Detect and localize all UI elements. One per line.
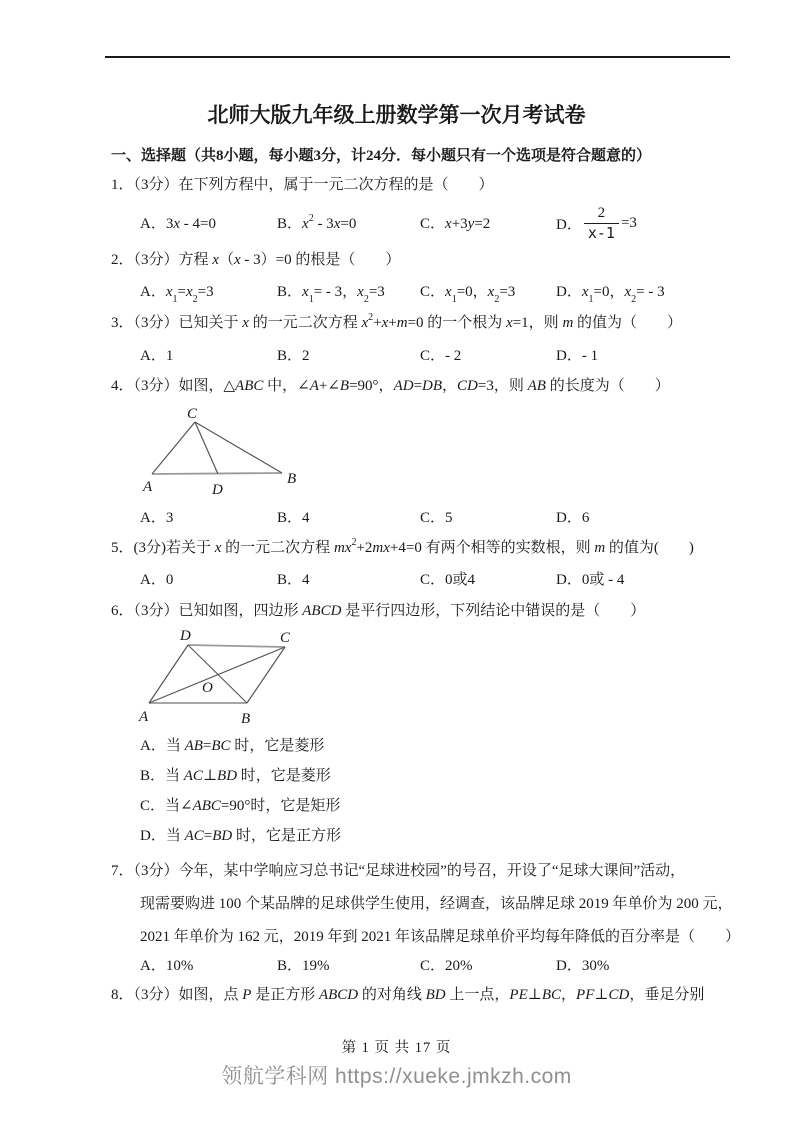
question-1-option-b: B．$x^2 - 3x=0$ <box>277 213 357 232</box>
question-2-option-c: C．$x_1=0$，$x_2=3$ <box>420 284 516 305</box>
question-2-option-b: B．$x_1= - 3$，$x_2=3$ <box>277 284 385 305</box>
question-4-option-b: B．4 <box>277 510 310 526</box>
question-5-option-c: C．0或4 <box>420 572 476 588</box>
question-4-option-d: D．6 <box>556 510 590 526</box>
question-6-option-b: B．当 AC⊥BD 时，它是菱形 <box>140 768 331 784</box>
option-d-prefix: D． <box>556 216 582 233</box>
question-3-option-b: B．2 <box>277 348 310 364</box>
question-1-stem: 1．（3分）在下列方程中，属于一元二次方程的是（ ） <box>111 177 494 193</box>
question-7-line-2: 现需要购进 100 个某品牌的足球供学生使用，经调查，该品牌足球 2019 年单价为 200 元， <box>140 896 733 912</box>
watermark: 领航学科网 https://xueke.jmkzh.com <box>221 1065 572 1088</box>
question-7-line-3: 2021 年单价为 162 元，2019 年到 2021 年该品牌足球单价平均每年降低的百分率是（ ） <box>140 929 741 945</box>
question-2-stem: 2．（3分）方程 x（x - 3）=0 的根是（ ） <box>111 252 401 268</box>
figure-triangle <box>140 404 310 504</box>
parallelogram-label-a: A <box>139 709 149 725</box>
question-8-stem: 8．（3分）如图，点 P 是正方形 ABCD 的对角线 BD 上一点，PE⊥BC，PF⊥CD，垂足分别 <box>111 987 705 1003</box>
parallelogram-label-o: O <box>202 680 213 696</box>
fraction <box>584 205 619 242</box>
section-header: 一、选择题（共8小题，每小题3分，计24分．每小题只有一个选项是符合题意的） <box>111 148 652 164</box>
triangle-svg <box>140 404 310 504</box>
figure-parallelogram <box>138 630 313 730</box>
page-title: 北师大版九年级上册数学第一次月考试卷 <box>207 103 586 127</box>
question-4-option-c: C．5 <box>420 510 453 526</box>
question-6-option-a: A．当 AB=BC 时，它是菱形 <box>140 738 325 754</box>
triangle-label-b: B <box>287 471 297 487</box>
triangle-label-a: A <box>143 479 153 495</box>
question-1-option-c: C．x+3y=2 <box>420 216 491 232</box>
question-3-options <box>0 347 793 367</box>
question-3-option-d: D．- 1 <box>556 348 599 364</box>
question-7-option-c: C．20% <box>420 958 473 974</box>
question-5-option-b: B．4 <box>277 572 310 588</box>
parallelogram-svg <box>138 630 313 730</box>
fraction-numerator: 2 <box>597 204 606 221</box>
header-rule <box>105 56 730 58</box>
question-4-option-a: A．3 <box>140 510 174 526</box>
question-3-option-a: A．1 <box>140 348 174 364</box>
question-5-option-a: A．0 <box>140 572 174 588</box>
question-5-option-d: D．0或 - 4 <box>556 572 625 588</box>
question-1-option-a: A．3x - 4=0 <box>140 216 216 232</box>
question-2-option-d: D．$x_1=0$，$x_2= - 3$ <box>556 284 665 305</box>
question-5-stem: 5．(3分)若关于 x 的一元二次方程 $mx^2+2mx+4=0$ 有两个相等的实数根，则 m 的值为( ) <box>111 537 694 556</box>
question-2-options <box>0 283 793 303</box>
question-2-option-a: A．$x_1=x_2=3$ <box>140 284 214 305</box>
question-4-stem: 4．（3分）如图，△ABC 中，∠A+∠B=90°，AD=DB，CD=3，则 AB 的长度为（ ） <box>111 378 670 394</box>
question-6-option-c: C．当∠ABC=90°时，它是矩形 <box>140 798 341 814</box>
option-d-suffix: =3 <box>620 214 637 231</box>
question-6-stem: 6．（3分）已知如图，四边形 ABCD 是平行四边形，下列结论中错误的是（ ） <box>111 603 646 619</box>
parallelogram-label-b: B <box>241 711 251 727</box>
question-5-options <box>0 571 793 591</box>
question-6-option-d: D．当 AC=BD 时，它是正方形 <box>140 828 341 844</box>
parallelogram-label-c: C <box>280 630 291 646</box>
triangle-label-c: C <box>187 406 198 422</box>
question-3-stem: 3．（3分）已知关于 x 的一元二次方程 $x^2+x+m=0$ 的一个根为 x=1，则 m 的值为（ ） <box>111 312 683 331</box>
question-4-options <box>0 509 793 529</box>
page-footer: 第 1 页 共 17 页 <box>341 1040 452 1056</box>
question-7-option-d: D．30% <box>556 958 610 974</box>
question-1-options <box>0 215 793 235</box>
fraction-denominator: x-1 <box>584 223 619 242</box>
question-7-line-1: 7．（3分）今年，某中学响应习总书记“足球进校园”的号召，开设了“足球大课间”活动， <box>111 863 686 879</box>
question-3-option-c: C．- 2 <box>420 348 462 364</box>
question-7-option-a: A．10% <box>140 958 194 974</box>
parallelogram-label-d: D <box>180 630 191 644</box>
triangle-label-d: D <box>212 482 223 498</box>
question-7-option-b: B．19% <box>277 958 330 974</box>
question-1-option-d <box>556 200 637 246</box>
question-7-options <box>0 957 793 977</box>
